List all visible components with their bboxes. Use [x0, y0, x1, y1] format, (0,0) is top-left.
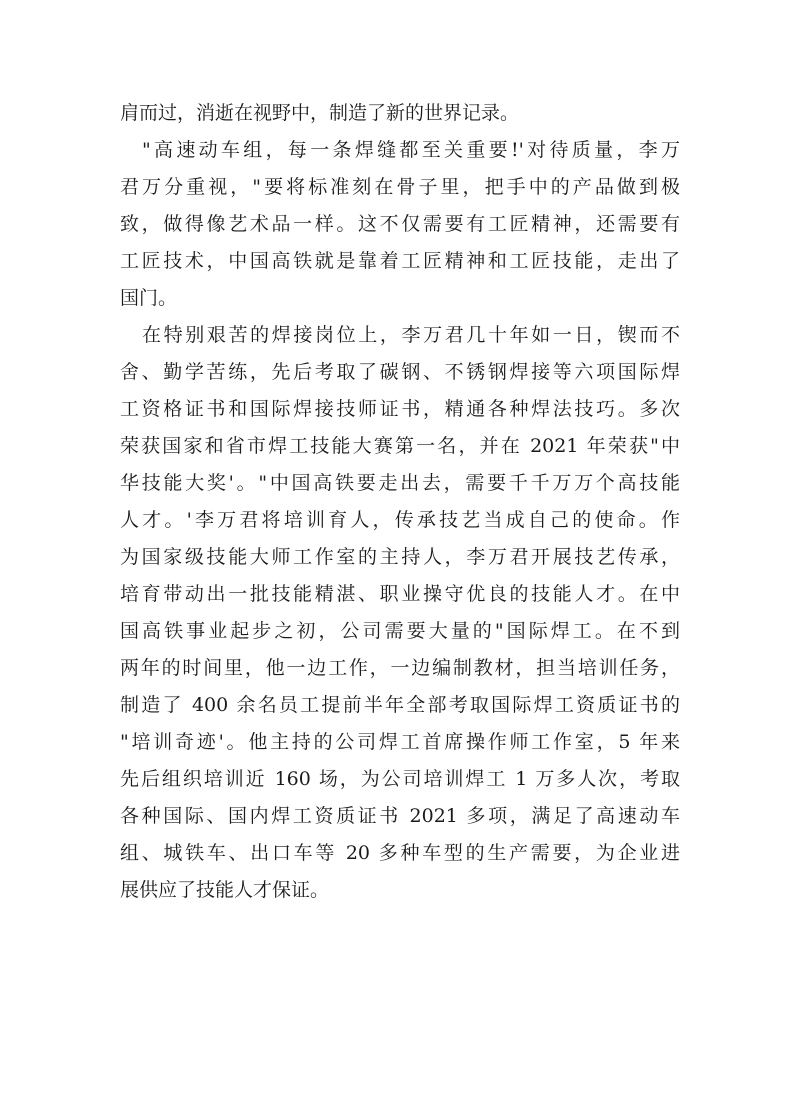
text-line-22: 展供应了技能人才保证。: [120, 879, 330, 901]
text-line-11: 华技能大奖'。"中国高铁要走出去，需要千千万万个高技能: [120, 472, 680, 494]
text-line-14: 培育带动出一批技能精湛、职业操守优良的技能人才。在中: [120, 583, 680, 605]
text-line-9: 工资格证书和国际焊接技师证书，精通各种焊法技巧。多次: [120, 398, 680, 420]
text-line-8: 舍、勤学苦练，先后考取了碳钢、不锈钢焊接等六项国际焊: [120, 361, 680, 383]
article-body: [120, 95, 680, 909]
text-line-13: 为国家级技能大师工作室的主持人，李万君开展技艺传承，: [120, 546, 680, 568]
text-line-18: "培训奇迹'。他主持的公司焊工首席操作师工作室，5 年来: [120, 731, 680, 753]
text-line-12: 人才。'李万君将培训育人，传承技艺当成自己的使命。作: [120, 509, 680, 531]
text-line-15: 国高铁事业起步之初，公司需要大量的"国际焊工。在不到: [120, 620, 680, 642]
text-line-10: 荣获国家和省市焊工技能大赛第一名，并在 2021 年荣获"中: [120, 435, 680, 457]
text-line-2: "高速动车组，每一条焊缝都至关重要!'对待质量，李万: [142, 139, 680, 161]
text-line-21: 组、城铁车、出口车等 20 多种车型的生产需要，为企业进: [120, 842, 680, 864]
text-line-6: 国门。: [120, 287, 178, 309]
text-line-17: 制造了 400 余名员工提前半年全部考取国际焊工资质证书的: [120, 694, 680, 716]
text-line-16: 两年的时间里，他一边工作，一边编制教材，担当培训任务，: [120, 657, 680, 679]
text-line-3: 君万分重视，"要将标准刻在骨子里，把手中的产品做到极: [120, 176, 680, 198]
text-line-4: 致，做得像艺术品一样。这不仅需要有工匠精神，还需要有: [120, 213, 680, 235]
text-line-5: 工匠技术，中国高铁就是靠着工匠精神和工匠技能，走出了: [120, 250, 680, 272]
text-line-20: 各种国际、国内焊工资质证书 2021 多项，满足了高速动车: [120, 805, 680, 827]
text-line-7: 在特别艰苦的焊接岗位上，李万君几十年如一日，锲而不: [142, 324, 680, 346]
text-line-19: 先后组织培训近 160 场，为公司培训焊工 1 万多人次，考取: [120, 768, 680, 790]
text-line-1: 肩而过，消逝在视野中，制造了新的世界记录。: [120, 102, 520, 124]
